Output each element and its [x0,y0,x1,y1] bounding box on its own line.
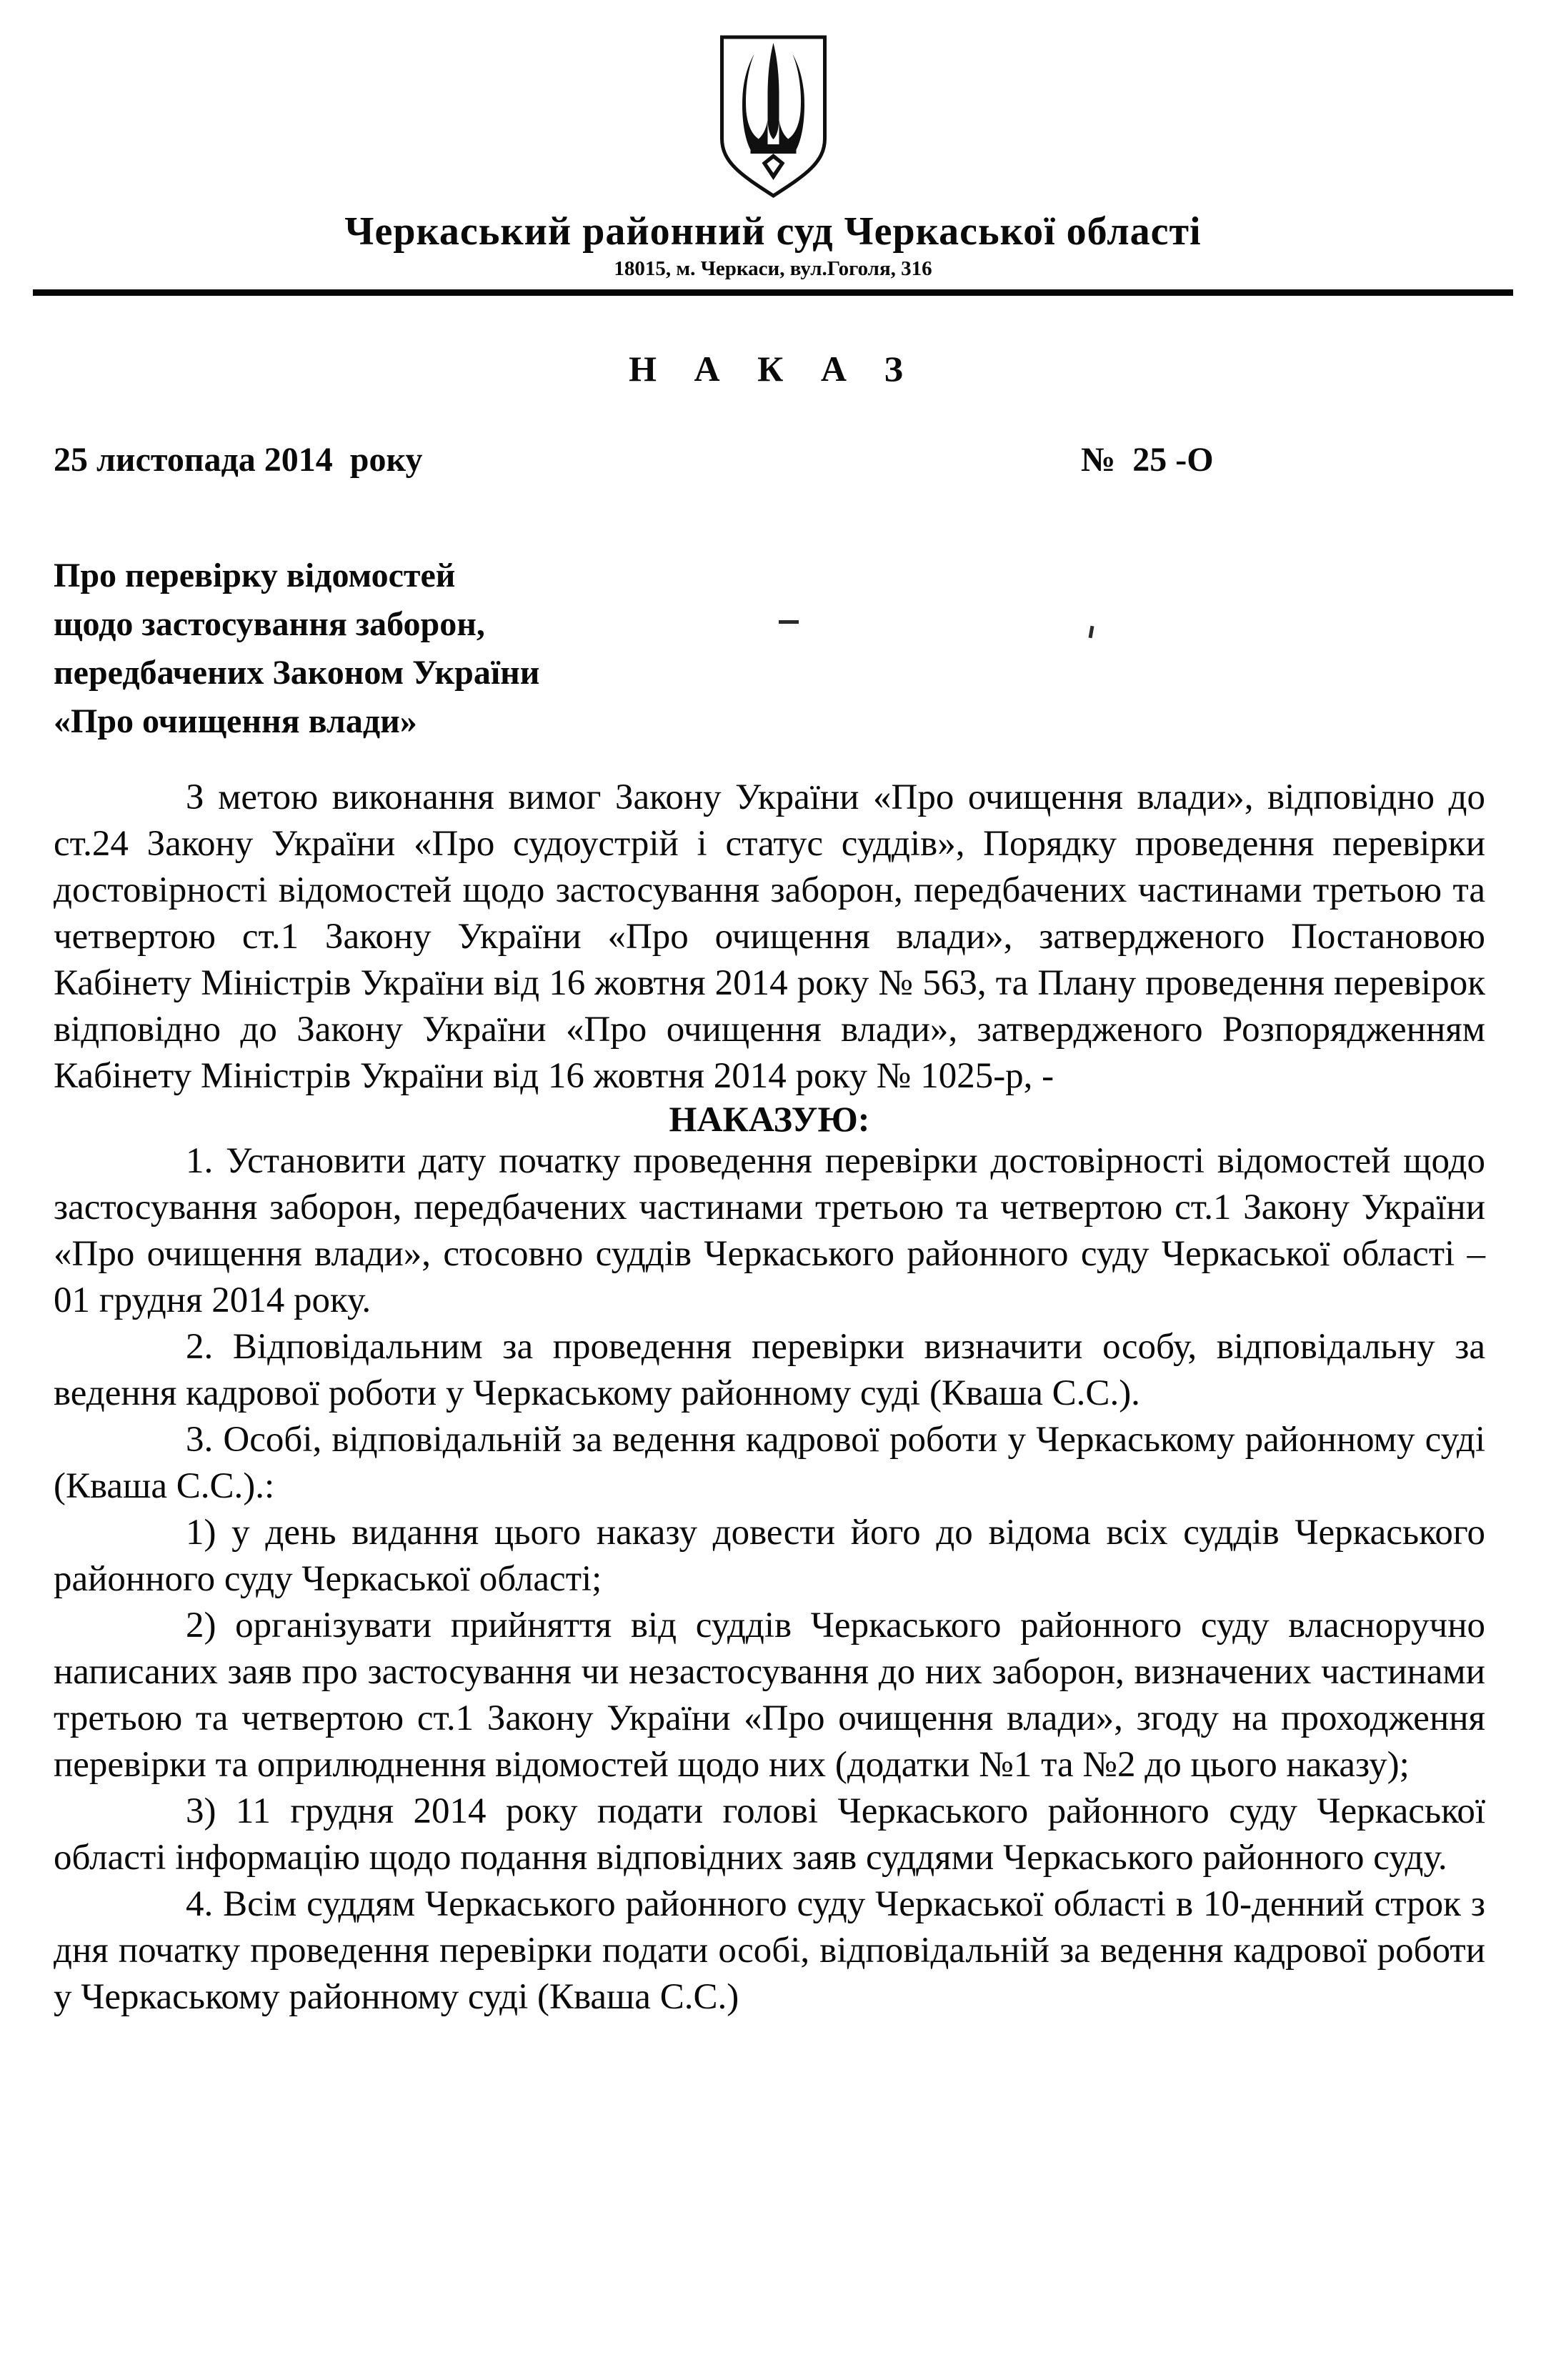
subject-line: щодо застосування заборон, [54,605,485,643]
date-number-row [0,440,1546,480]
document-number: № 25 -О [1081,441,1214,479]
subject-line: Про перевірку відомостей [54,557,456,594]
scan-artifact [779,620,799,624]
subject-line: передбачених Законом України [54,654,540,692]
subject-block [54,552,1546,746]
order-item-3-sub-2: 2) організувати прийняття від суддів Черкаського районного суду власноручно написаних заяв про застосування чи незастосування до них заборон, визначених частинами третьою та четвертою ст.1 Закону України «Про очищення влади», згоду на проходження перевірки та оприлюднення відомостей щодо них (додатки №1 та №2 до цього наказу); [54,1605,1485,1785]
court-address: 18015, м. Черкаси, вул.Гоголя, 316 [614,257,932,280]
header-divider-rule [33,289,1513,296]
document-title: Н А К А З [629,349,917,389]
order-item-2: 2. Відповідальним за проведення перевірки визначити особу, відповідальну за ведення кадрової роботи у Черкаському районному суді (Кваша С.С.). [54,1327,1485,1413]
order-item-3-sub-3: 3) 11 грудня 2014 року подати голові Черкаського районного суду Черкаської області інформацію щодо подання відповідних заяв суддями Черкаського районного суду. [54,1791,1485,1878]
document-body [54,775,1485,2021]
subject-line: «Про очищення влади» [54,702,417,740]
order-heading: НАКАЗУЮ: [669,1099,870,1139]
order-item-4: 4. Всім суддям Черкаського районного суду Черкаської області в 10-денний строк з дня початку проведення перевірки подати особі, відповідальній за ведення кадрової роботи у Черкаському районному суді (Кваша С.С.) [54,1884,1485,2017]
emblem-container [0,0,1546,201]
order-item-3-sub-1: 1) у день видання цього наказу довести його до відома всіх суддів Черкаського районного суду Черкаської області; [54,1513,1485,1599]
document-date: 25 листопада 2014 року [54,441,423,479]
preamble-paragraph: З метою виконання вимог Закону України «Про очищення влади», відповідно до ст.24 Закону України «Про судоустрій і статус суддів», Порядку проведення перевірки достовірності відомостей щодо застосування заборон, передбачених частинами третьою та четвертою ст.1 Закону України «Про очищення влади», затвердженого Постановою Кабінету Міністрів України від 16 жовтня 2014 року № 563, та Плану проведення перевірок відповідно до Закону України «Про очищення влади», затвердженого Розпорядженням Кабінету Міністрів України від 16 жовтня 2014 року № 1025-р, - [54,777,1485,1096]
order-item-1: 1. Установити дату початку проведення перевірки достовірності відомостей щодо застосування заборон, передбачених частинами третьою та четвертою ст.1 Закону України «Про очищення влади», стосовно суддів Черкаського районного суду Черкаської області – 01 грудня 2014 року. [54,1141,1485,1320]
court-name: Черкаський районний суд Черкаської області [344,209,1202,254]
ukraine-trident-coat-of-arms-icon [716,33,831,201]
order-item-3: 3. Особі, відповідальній за ведення кадрової роботи у Черкаському районному суді (Кваша С.С.).: [54,1420,1485,1506]
